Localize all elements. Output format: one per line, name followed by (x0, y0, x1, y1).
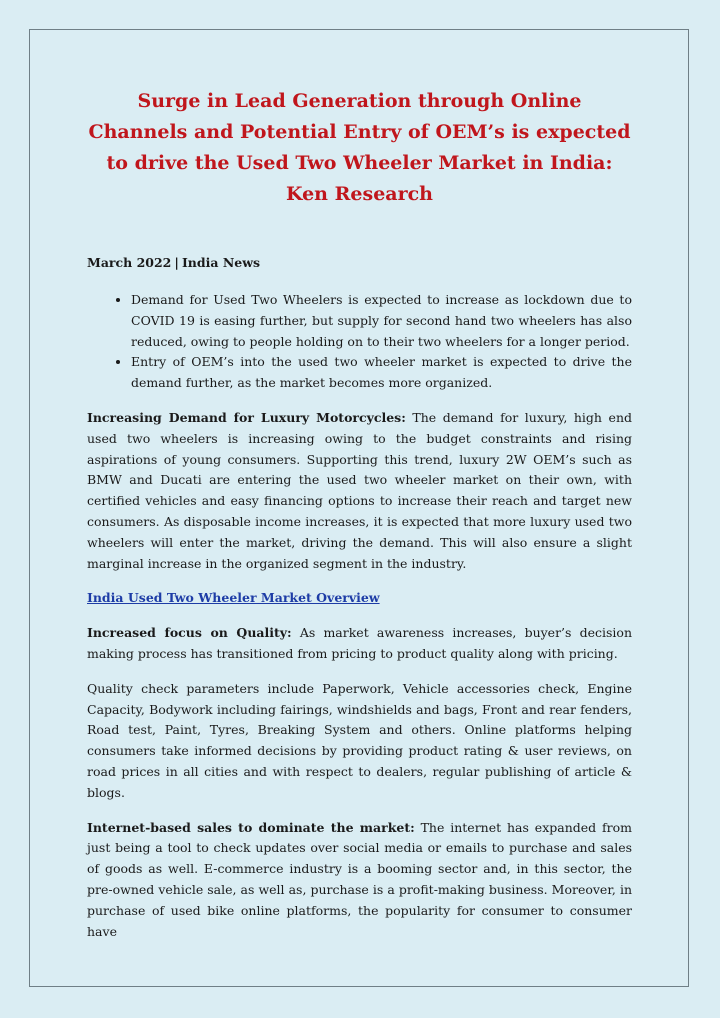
news-category: India News (181, 255, 260, 270)
quality-paragraph (87, 623, 632, 665)
dateline (87, 254, 632, 272)
quality-heading: Increased focus on Quality: (87, 625, 292, 641)
internet-text: The internet has expanded from just being a tool to check updates over social media or emails to purchase and sales of goods as well. E-commerce industry is a booming sector and, in this sector, the pre-owned vehicle sale, as well as, purchase is a profit-making business. Moreover, in purchase of used bike online platforms, the popularity for consumer to consumer have (87, 819, 632, 939)
document-title: Surge in Lead Generation through Online Channels and Potential Entry of OEM’s is expected to drive the Used Two Wheeler Market in India: Ken Research (88, 90, 631, 205)
internet-heading: Internet-based sales to dominate the market: (87, 819, 415, 835)
market-overview-link[interactable]: India Used Two Wheeler Market Overview (87, 590, 380, 606)
luxury-paragraph (87, 408, 632, 574)
internet-sales-paragraph (87, 818, 632, 943)
luxury-text: The demand for luxury, high end used two wheelers is increasing owing to the budget constraints and rising aspirations of young consumers. Supporting this trend, luxury 2W OEM’s such as BMW and Ducati are entering the used two wheeler market on their own, with certified vehicles and easy financing options to increase their reach and target new consumers. As disposable income increases, it is expected that more luxury used two wheelers will enter the market, driving the demand. This will also ensure a slight marginal increase in the organized segment in the industry. (87, 409, 633, 571)
overview-link-paragraph (87, 588, 632, 609)
publish-date: March 2022 (87, 255, 172, 270)
quality-text: As market awareness increases, buyer’s decision making process has transitioned from pricing to product quality along with pricing. (87, 625, 632, 661)
bullet-item: • Entry of OEM’s into the used two wheeler market is expected to drive the demand further, as the market becomes more organized. (131, 352, 632, 394)
dateline-separator: | (174, 255, 179, 270)
summary-bullets (87, 290, 632, 394)
quality-parameters-paragraph: Quality check parameters include Paperwork, Vehicle accessories check, Engine Capacity, Bodywork including fairings, windshields and bags, Front and rear fenders, Road test, Paint, Tyres, Breaking System and others. Online platforms helping consumers take informed decisions by providing product rating & user reviews, on road prices in all cities and with respect to dealers, regular publishing of article & blogs. (87, 680, 632, 800)
luxury-heading: Increasing Demand for Luxury Motorcycles: (87, 409, 406, 425)
document-body (87, 86, 632, 942)
bullet-item: • Demand for Used Two Wheelers is expected to increase as lockdown due to COVID 19 is easing further, but supply for second hand two wheelers has also reduced, owing to people holding on to their two wheelers for a longer period. (131, 290, 632, 352)
